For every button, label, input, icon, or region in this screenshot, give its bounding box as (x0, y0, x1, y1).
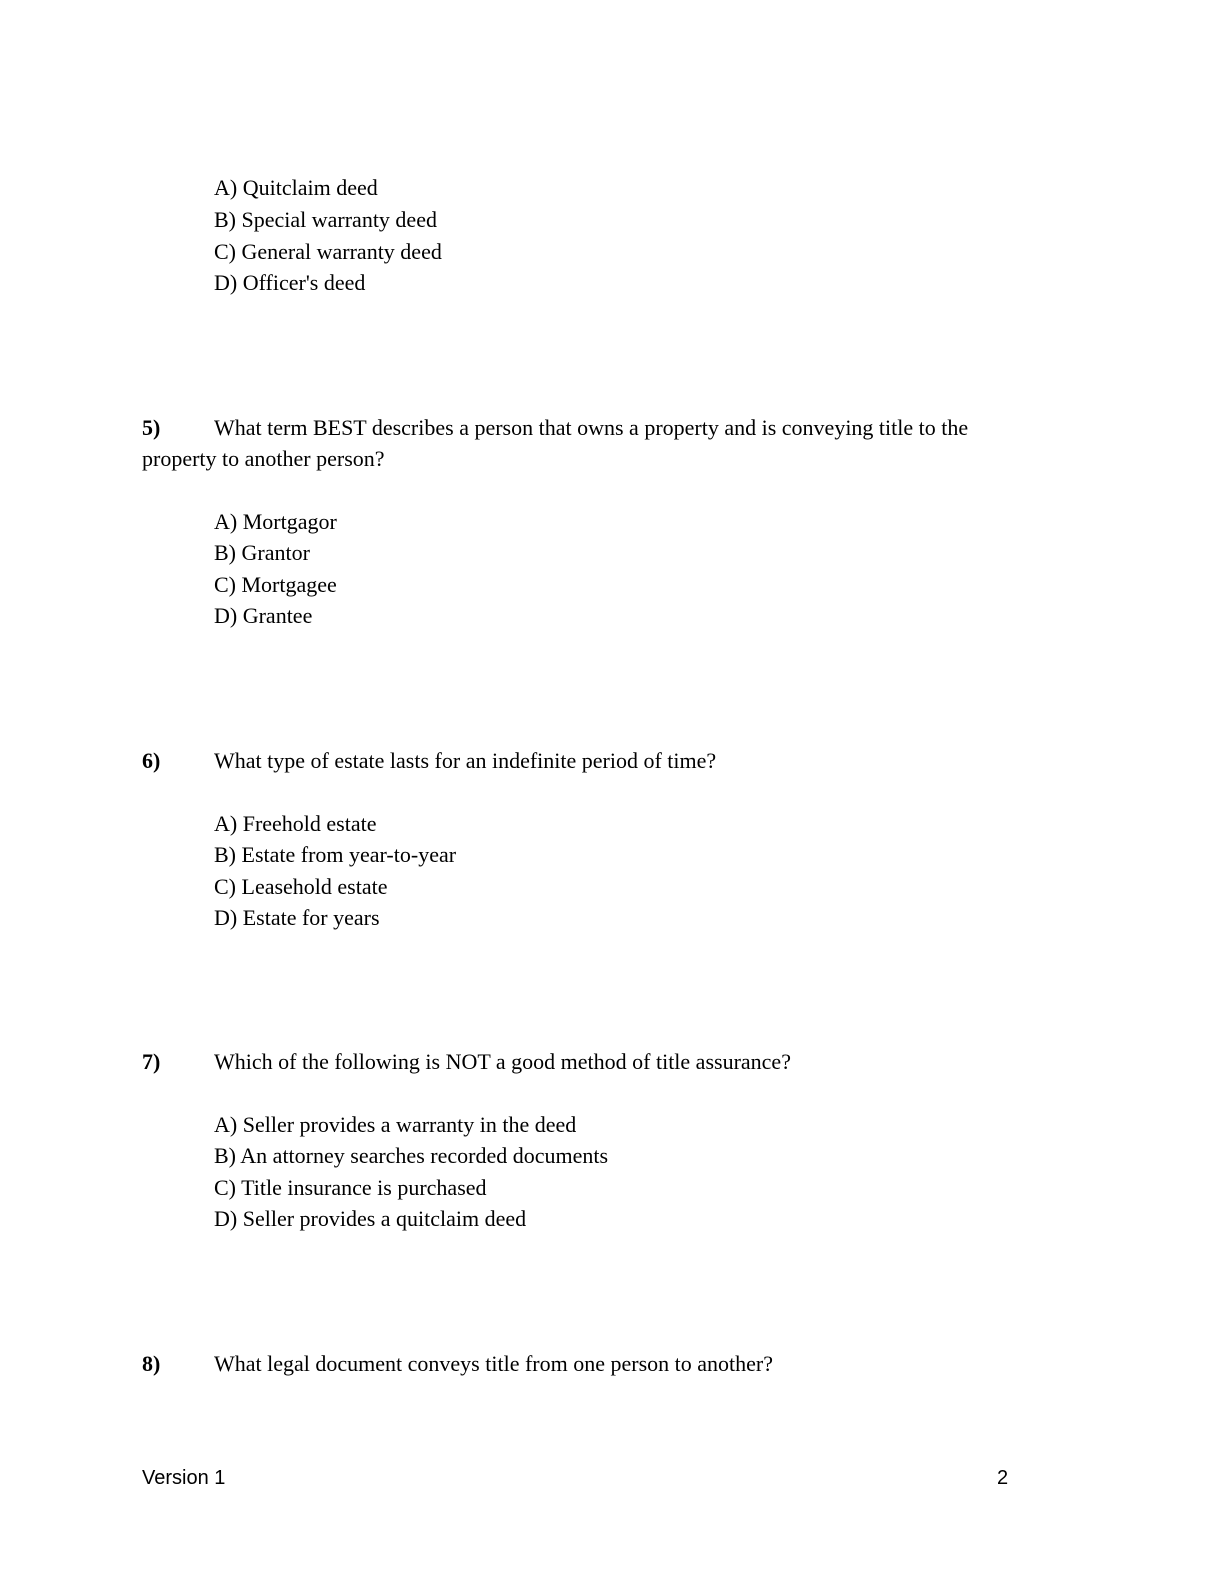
q5-option-c: C) Mortgagee (214, 572, 337, 597)
q7-number: 7) (142, 1049, 161, 1074)
q6-text: What type of estate lasts for an indefinite period of time? (214, 748, 717, 773)
q5-option-d: D) Grantee (214, 603, 313, 628)
q4-option-d: D) Officer's deed (214, 270, 366, 295)
q7-option-c: C) Title insurance is purchased (214, 1175, 487, 1200)
q5-number: 5) (142, 415, 161, 440)
q8-number: 8) (142, 1351, 161, 1376)
q6-option-a: A) Freehold estate (214, 811, 377, 836)
q7-option-a: A) Seller provides a warranty in the deed (214, 1112, 577, 1137)
q6-option-b: B) Estate from year-to-year (214, 842, 457, 867)
q6-option-c: C) Leasehold estate (214, 874, 388, 899)
q5-text-line2: property to another person? (142, 446, 385, 471)
q4-option-b: B) Special warranty deed (214, 207, 437, 232)
q7-text: Which of the following is NOT a good method of title assurance? (214, 1049, 791, 1074)
footer-page-number: 2 (997, 1467, 1009, 1489)
q5-option-b: B) Grantor (214, 540, 310, 565)
q7-option-b: B) An attorney searches recorded documents (214, 1143, 609, 1168)
q5-text-line1: What term BEST describes a person that owns a property and is conveying title to the (214, 415, 969, 440)
q6-number: 6) (142, 748, 161, 773)
q7-option-d: D) Seller provides a quitclaim deed (214, 1206, 527, 1231)
footer-version: Version 1 (142, 1467, 226, 1489)
q4-option-c: C) General warranty deed (214, 239, 442, 264)
q8-text: What legal document conveys title from one person to another? (214, 1351, 773, 1376)
q5-option-a: A) Mortgagor (214, 509, 337, 534)
q4-option-a: A) Quitclaim deed (214, 175, 378, 200)
q6-option-d: D) Estate for years (214, 905, 380, 930)
